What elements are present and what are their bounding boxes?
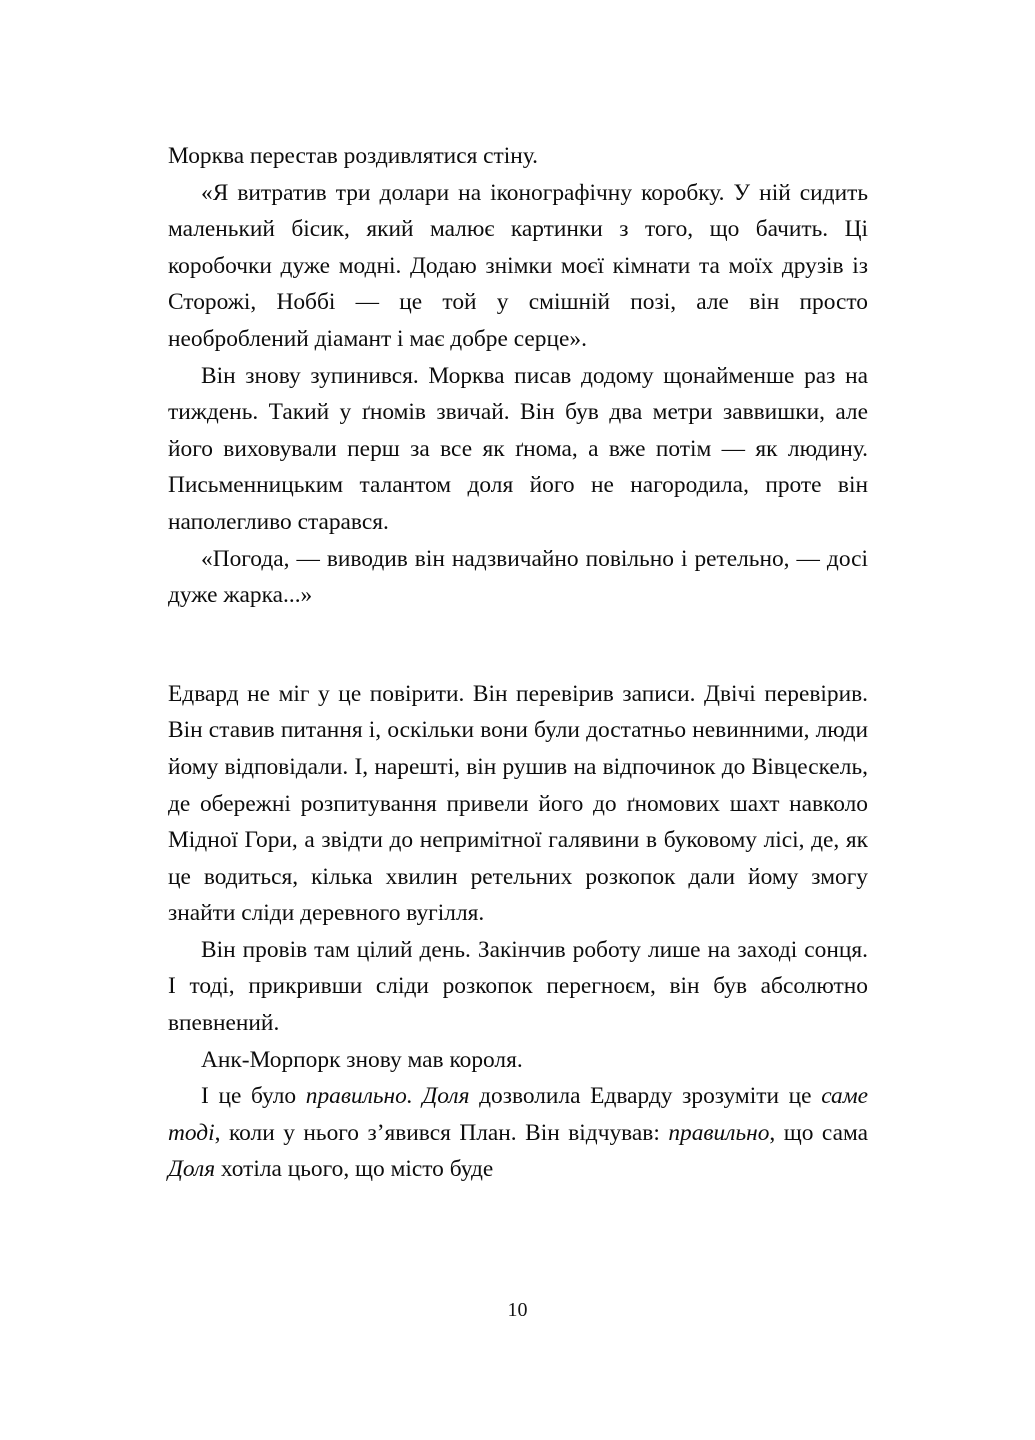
paragraph: «Погода, — виводив він надзвичайно повільно і ретельно, — досі дуже жарка...» [168, 545, 868, 609]
page-number: 10 [507, 1299, 528, 1321]
paragraph: «Я витратив три долари на іконографічну коробку. У ній сидить маленький бісик, який малює картинки з того, що бачить. Ці коробочки дуже модні. Додаю знімки моєї кімнати та моїх друзів із Сторожі, Ноббі — це той у смішній позі, але він просто необроблений діамант і має добре серце». [168, 179, 868, 352]
paragraph: Анк-Морпорк знову мав короля. [201, 1046, 523, 1073]
paragraph: Морква перестав роздивлятися стіну. [168, 143, 539, 169]
paragraph: Він провів там цілий день. Закінчив роботу лише на заході сонця. І тоді, прикривши сліди розкопок перегноєм, він був абсолютно впевнений. [168, 936, 868, 1037]
paragraph: І це було правильно. Доля дозволила Едварду зрозуміти це саме тоді, коли у нього з’явився План. Він відчував: правильно, що сама Доля хотіла цього, що місто буде [168, 1083, 869, 1183]
paragraph: Едвард не міг у це повірити. Він перевірив записи. Двічі перевірив. Він ставив питання і, оскільки вони були достатньо невинними, люди йому відповідали. І, нарешті, він рушив на відпочинок до Вівцескель, де обережні розпитування привели його до ґномових шахт навколо Мідної Гори, а звідти до непримітної галявини в буковому лісі, де, як це водиться, кілька хвилин ретельних розкопок дали йому змогу знайти сліди деревного вугілля. [168, 680, 868, 927]
paragraph: Він знову зупинився. Морква писав додому щонайменше раз на тиждень. Такий у ґномів звичай. Він був два метри заввишки, але його виховували перш за все як ґнома, а вже потім — як людину. Письменницьким талантом доля його не нагородила, проте він наполегливо старався. [168, 362, 868, 535]
section-break [168, 614, 867, 676]
section-two [168, 676, 868, 1188]
section-one [168, 138, 868, 614]
